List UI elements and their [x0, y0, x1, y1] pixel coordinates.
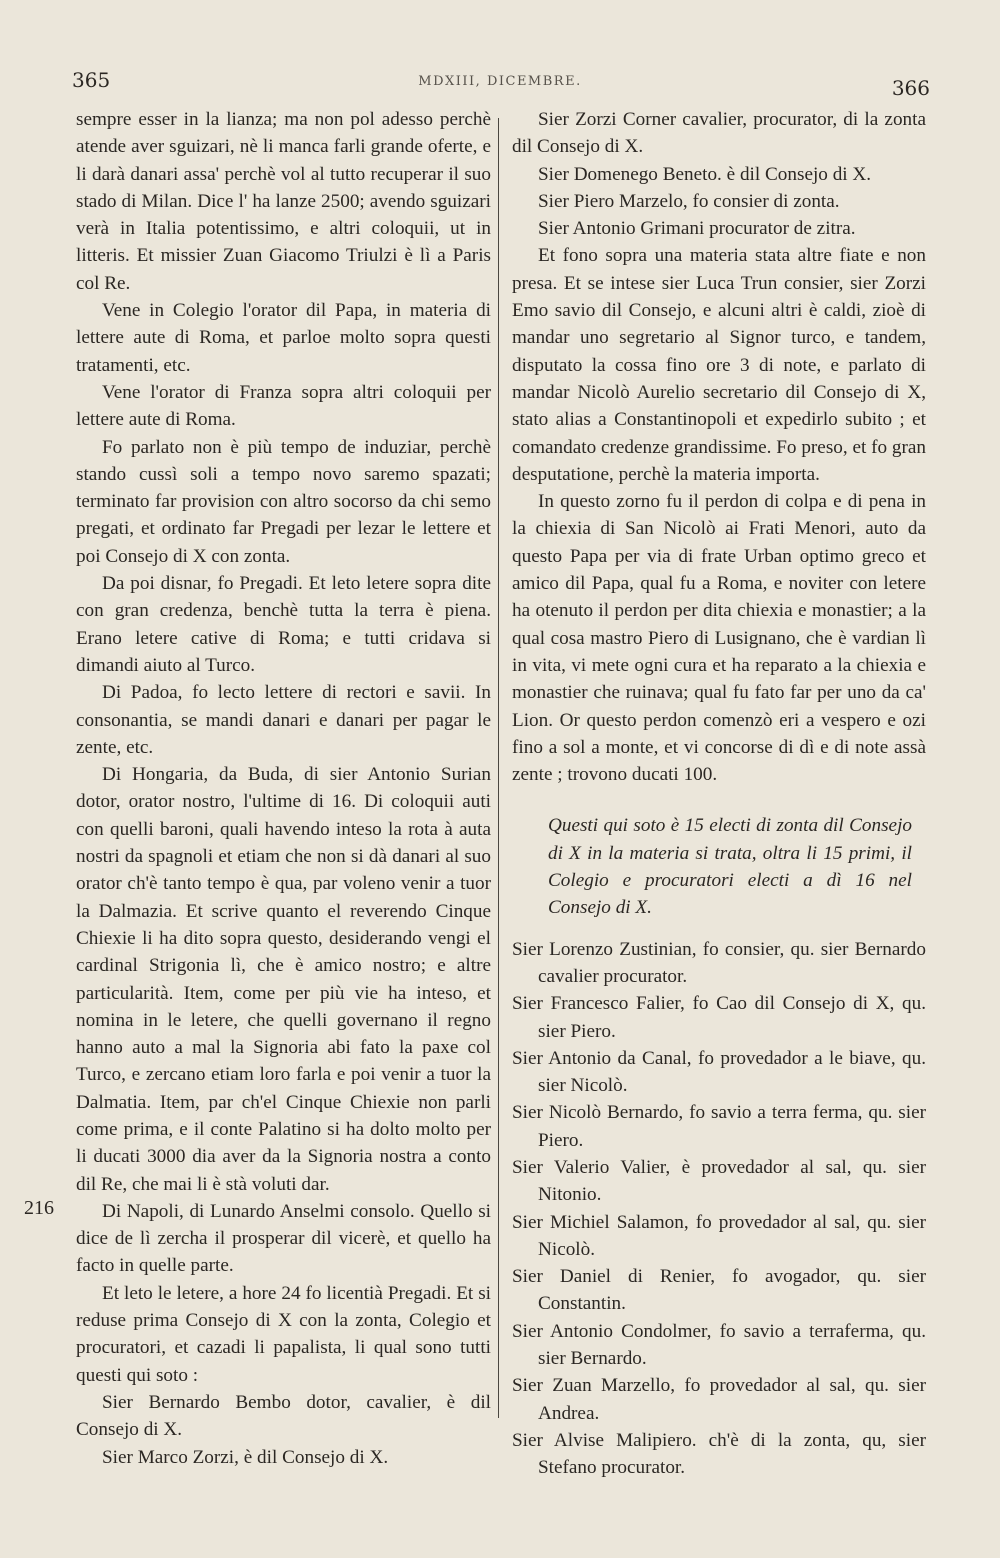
left-page-number: 365	[72, 68, 111, 92]
member-list-entry: Sier Michiel Salamon, fo provedador al sal, qu. sier Nicolò.	[512, 1211, 926, 1260]
column-divider	[498, 118, 499, 1418]
paragraph: Sier Zorzi Corner cavalier, procurator, di la zonta dil Consejo di X.	[512, 109, 926, 158]
paragraph: sempre esser in la lianza; ma non pol adesso perchè atende aver sguizari, nè li manca farli grande oferte, e li darà danari assa' perchè vol al tutto recuperar il suo stado di Milan. Dice l' ha lanze 2500; avendo sguizari verà in Italia potentissimo, e altri coloquii, ut in litteris. Et missier Zuan Giacomo Triulzi è lì a Paris col Re.	[76, 109, 491, 294]
member-list-entry: Sier Zuan Marzello, fo provedador al sal, qu. sier Andrea.	[512, 1375, 926, 1424]
paragraph: Sier Bernardo Bembo dotor, cavalier, è dil Consejo di X.	[76, 1391, 491, 1441]
member-list-entry: Sier Nicolò Bernardo, fo savio a terra ferma, qu. sier Piero.	[512, 1102, 926, 1151]
paragraph-spacer	[512, 788, 926, 812]
paragraph: Et fono sopra una materia stata altre fiate e non presa. Et se intese sier Luca Trun consier, sier Zorzi Emo savio dil Consejo, e alcuni altri è caldi, zioè di mandar uno segretario al Signor turco, e tandem, disputato la cossa fino ore 3 di note, e parlato di mandar Nicolò Aurelio secretario dil Consejo di X, stato alias a Constantinopoli et expedirlo subito ; et comandato credenze grandissime. Fo preso, et fo gran desputatione, perchè la materia importa.	[512, 245, 926, 485]
member-list-entry: Sier Lorenzo Zustinian, fo consier, qu. sier Bernardo cavalier procurator.	[512, 938, 926, 987]
paragraph: Et leto le letere, a hore 24 fo licentià Pregadi. Et si reduse prima Consejo di X con la zonta, Colegio et procuratori, et cazadi li papalista, li qual sono tutti questi qui soto :	[76, 1282, 491, 1386]
paragraph: Fo parlato non è più tempo de induziar, perchè stando cussì soli a tempo novo saremo spazati; terminato far provision con altro socorso da chi semo pregati, et ordinato far Pregadi per lezar le lettere et poi Consejo di X con zonta.	[76, 436, 491, 567]
paragraph: Sier Antonio Grimani procurator de zitra.	[538, 218, 856, 240]
paragraph: In questo zorno fu il perdon di colpa e di pena in la chiexia di San Nicolò ai Frati Menori, auto da questo Papa per via di frate Urban optimo greco et amico dil Papa, qual fu a Roma, e noviter con letere ha otenuto il perdon per dita chiexia e monastier; a la qual cosa mastro Piero di Lusignano, che è vardian lì in vita, vi mete ogni cura et ha reparato a la chiexia e monastier che ruinava; qual fu fato far per uno da ca' Lion. Or questo perdon comenzò eri a vespero e ozi fino a sol a monte, et vi concorse di dì e di note assà zente ; trovono ducati 100.	[512, 491, 926, 786]
section-heading: Questi qui soto è 15 electi di zonta dil Consejo di X in la materia si trata, oltra li 15 primi, il Colegio e procuratori electi a dì 16 nel Consejo di X.	[548, 815, 912, 919]
paragraph: Di Napoli, di Lunardo Anselmi consolo. Quello si dice de lì zercha il prosperar dil vicerè, et quello ha facto in quelle parte.	[76, 1200, 491, 1277]
paragraph: Da poi disnar, fo Pregadi. Et leto letere sopra dite con gran credenza, benchè tutta la terra è piena. Erano letere cative di Roma; e tutti cridava si dimandi aiuto al Turco.	[76, 573, 491, 676]
member-list-entry: Sier Alvise Malipiero. ch'è di la zonta, qu, sier Stefano procurator.	[512, 1429, 926, 1479]
paragraph-spacer	[512, 922, 926, 936]
running-header	[0, 68, 1000, 98]
paragraph: Sier Marco Zorzi, è dil Consejo di X.	[102, 1446, 389, 1468]
paragraph: Di Padoa, fo lecto lettere di rectori e savii. In consonantia, se mandi danari e danari per pagar le zente, etc.	[76, 682, 491, 758]
margin-folio-number: 216	[24, 1197, 54, 1219]
member-list-entry: Sier Valerio Valier, è provedador al sal, qu. sier Nitonio.	[512, 1156, 926, 1206]
running-title: MDXIII, DICEMBRE.	[418, 74, 582, 89]
member-list-entry: Sier Antonio Condolmer, fo savio a terraferma, qu. sier Bernardo.	[512, 1320, 926, 1370]
right-text-column	[512, 106, 926, 1482]
member-list-entry: Sier Daniel di Renier, fo avogador, qu. sier Constantin.	[512, 1266, 926, 1315]
right-page-number: 366	[891, 76, 930, 100]
paragraph: Sier Domenego Beneto. è dil Consejo di X.	[538, 163, 872, 185]
member-list-entry: Sier Antonio da Canal, fo provedador a le biave, qu. sier Nicolò.	[512, 1047, 926, 1097]
paragraph: Vene in Colegio l'orator dil Papa, in materia di lettere aute di Roma, et parloe molto sopra questi tratamenti, etc.	[76, 300, 491, 376]
member-list-entry: Sier Francesco Falier, fo Cao dil Consejo di X, qu. sier Piero.	[512, 993, 926, 1042]
paragraph: Sier Piero Marzelo, fo consier di zonta.	[538, 190, 840, 212]
paragraph: Di Hongaria, da Buda, di sier Antonio Surian dotor, orator nostro, l'ultime di 16. Di coloquii auti con quelli baroni, quali havendo inteso la rota à auta nostri da spagnoli et etiam che non si dà danari al suo orator ch'è tanto tempo è qua, par voleno venir a tuor la Dalmazia. Et scrive quanto el reverendo Cinque Chiexie li ha dito sopra questo, desiderando vengi el cardinal Strigonia lì, che è amico nostro; e altre particularità. Item, come per più vie ha inteso, et nomina in le letere, che quelli governano il regno hanno auto a mal la Signoria abi fato la paxe col Turco, e zercano etiam loro farla e poi venir a tuor la Dalmatia. Item, par ch'el Cinque Chiexie non parli come prima, e il conte Palatino si ha dolto molto per li ducati 3000 dia aver da la Signoria nostra a conto dil Re, che mai li è stà voluti dar.	[76, 764, 491, 1195]
left-text-column	[76, 106, 491, 1471]
paragraph: Vene l'orator di Franza sopra altri coloquii per lettere aute di Roma.	[76, 381, 491, 431]
